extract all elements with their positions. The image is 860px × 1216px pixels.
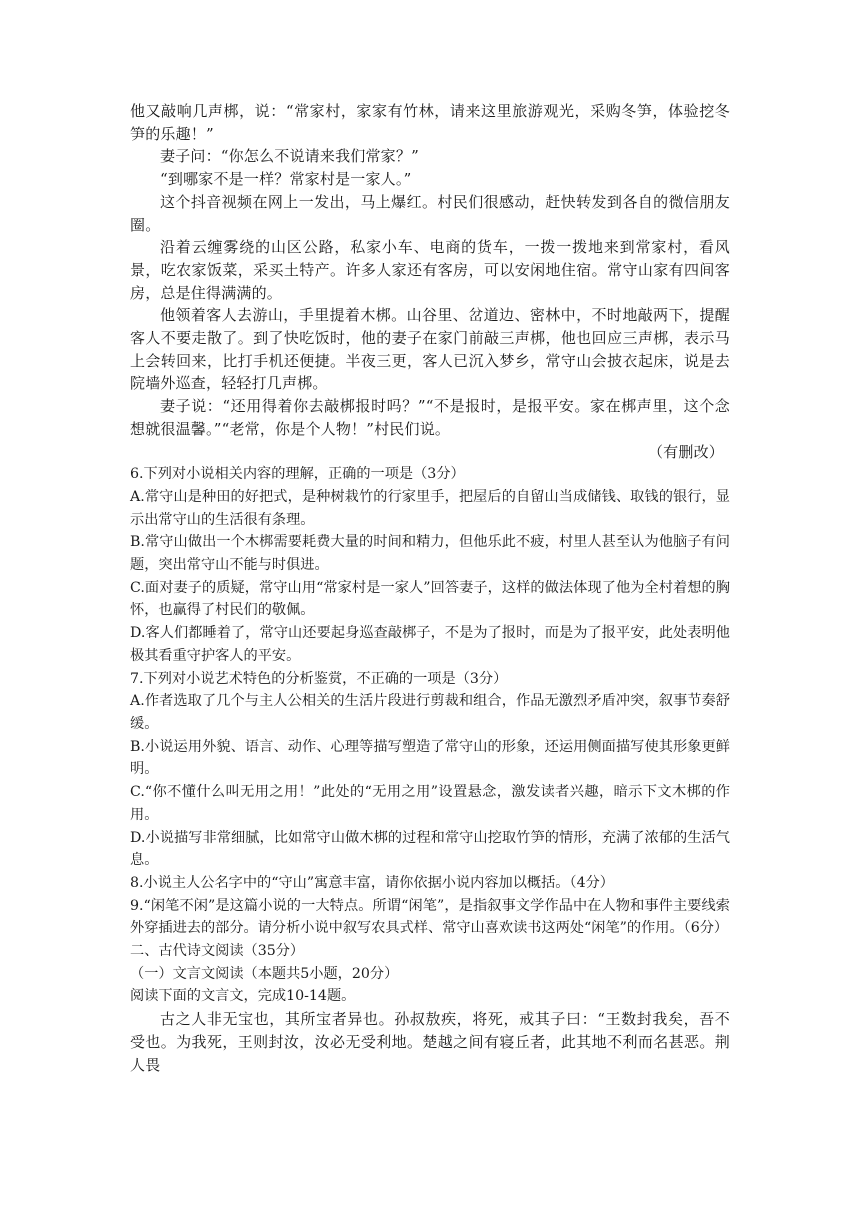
question-7-stem: 7.下列对小说艺术特色的分析鉴赏，不正确的一项是（3分） — [130, 670, 508, 687]
question-6-option-d: D.客人们都睡着了，常守山还要起身巡查敲梆子，不是为了报时，而是为了报平安，此处表明他极其看重守护客人的平安。 — [130, 625, 730, 664]
story-paragraph: 这个抖音视频在网上一发出，马上爆红。村民们很感动，赶快转发到各自的微信朋友圈。 — [130, 192, 730, 234]
question-6-option-c: C.面对妻子的质疑，常守山用“常家村是一家人”回答妻子，这样的做法体现了他为全村着想的胸怀，也赢得了村民们的敬佩。 — [130, 579, 730, 619]
edit-note: （有删改） — [647, 442, 724, 461]
story-paragraph: “到哪家不是一样？常家村是一家人。” — [160, 170, 412, 189]
question-7-option-d: D.小说描写非常细腻，比如常守山做木梆的过程和常守山挖取竹笋的情形，充满了浓郁的生活气息。 — [130, 829, 730, 869]
story-paragraph: 他领着客人去游山，手里提着木梆。山谷里、岔道边、密林中，不时地敲两下，提醒客人不要走散了。到了快吃饭时，他的妻子在家门前敲三声梆，他也回应三声梆，表示马上会转回来，比打手机还便捷。半夜三更，客人已沉入梦乡，常守山会披衣起床，说是去院墙外巡查，轻轻打几声梆。 — [130, 306, 730, 393]
question-8: 8.小说主人公名字中的“守山”寓意丰富，请你依据小说内容加以概括。（4分） — [130, 874, 614, 891]
question-7-option-b: B.小说运用外貌、语言、动作、心理等描写塑造了常守山的形象，还运用侧面描写使其形象更鲜明。 — [130, 738, 730, 778]
classical-text: 古之人非无宝也，其所宝者异也。孙叔敖疾，将死，戒其子曰：“王数封我矣，吾不受也。为我死，王则封汝，汝必无受利地。楚越之间有寝丘者，此其地不利而名甚恶。荆人畏 — [130, 1010, 730, 1074]
story-paragraph: 妻子说：“还用得着你去敲梆报时吗？”“不是报时，是报平安。家在梆声里，这个念想就很温馨。”“老常，你是个人物！”村民们说。 — [130, 397, 730, 438]
question-6-stem: 6.下列对小说相关内容的理解，正确的一项是（3分） — [130, 466, 465, 483]
question-9: 9.“闲笔不闲”是这篇小说的一大特点。所谓“闲笔”，是指叙事文学作品中在人物和事件主要线索外穿插进去的部分。请分析小说中叙写农具式样、常守山喜欢读书这两处“闲笔”的作用。（6分） — [130, 897, 730, 937]
story-paragraph: 妻子问：“你怎么不说请来我们常家？” — [160, 147, 419, 166]
story-paragraph: 他又敲响几声梆，说：“常家村，家家有竹林，请来这里旅游观光，采购冬笋，体验挖冬笋的乐趣！” — [130, 102, 730, 143]
question-6-option-b: B.常守山做出一个木梆需要耗费大量的时间和精力，但他乐此不疲，村里人甚至认为他脑子有问题，突出常守山不能与时俱进。 — [130, 534, 730, 574]
section-2-instruction: 阅读下面的文言文，完成10-14题。 — [130, 988, 356, 1005]
section-2-title: 二、古代诗文阅读（35分） — [130, 943, 305, 960]
question-7-option-a: A.作者选取了几个与主人公相关的生活片段进行剪裁和组合，作品无激烈矛盾冲突，叙事节奏舒缓。 — [130, 693, 730, 732]
document-page — [130, 100, 730, 1076]
question-6-option-a: A.常守山是种田的好把式，是种树栽竹的行家里手，把屋后的自留山当成储钱、取钱的银行，显示出常守山的生活很有条理。 — [130, 488, 730, 528]
question-7-option-c: C.“你不懂什么叫无用之用！”此处的“无用之用”设置悬念，激发读者兴趣，暗示下文木梆的作用。 — [130, 784, 730, 823]
section-2-subtitle: （一）文言文阅读（本题共5小题，20分） — [130, 965, 399, 982]
story-paragraph: 沿着云缠雾绕的山区公路，私家小车、电商的货车，一拨一拨地来到常家村，看风景，吃农家饭菜，采买土特产。许多人家还有客房，可以安闲地住宿。常守山家有四间客房，总是住得满满的。 — [130, 238, 730, 302]
